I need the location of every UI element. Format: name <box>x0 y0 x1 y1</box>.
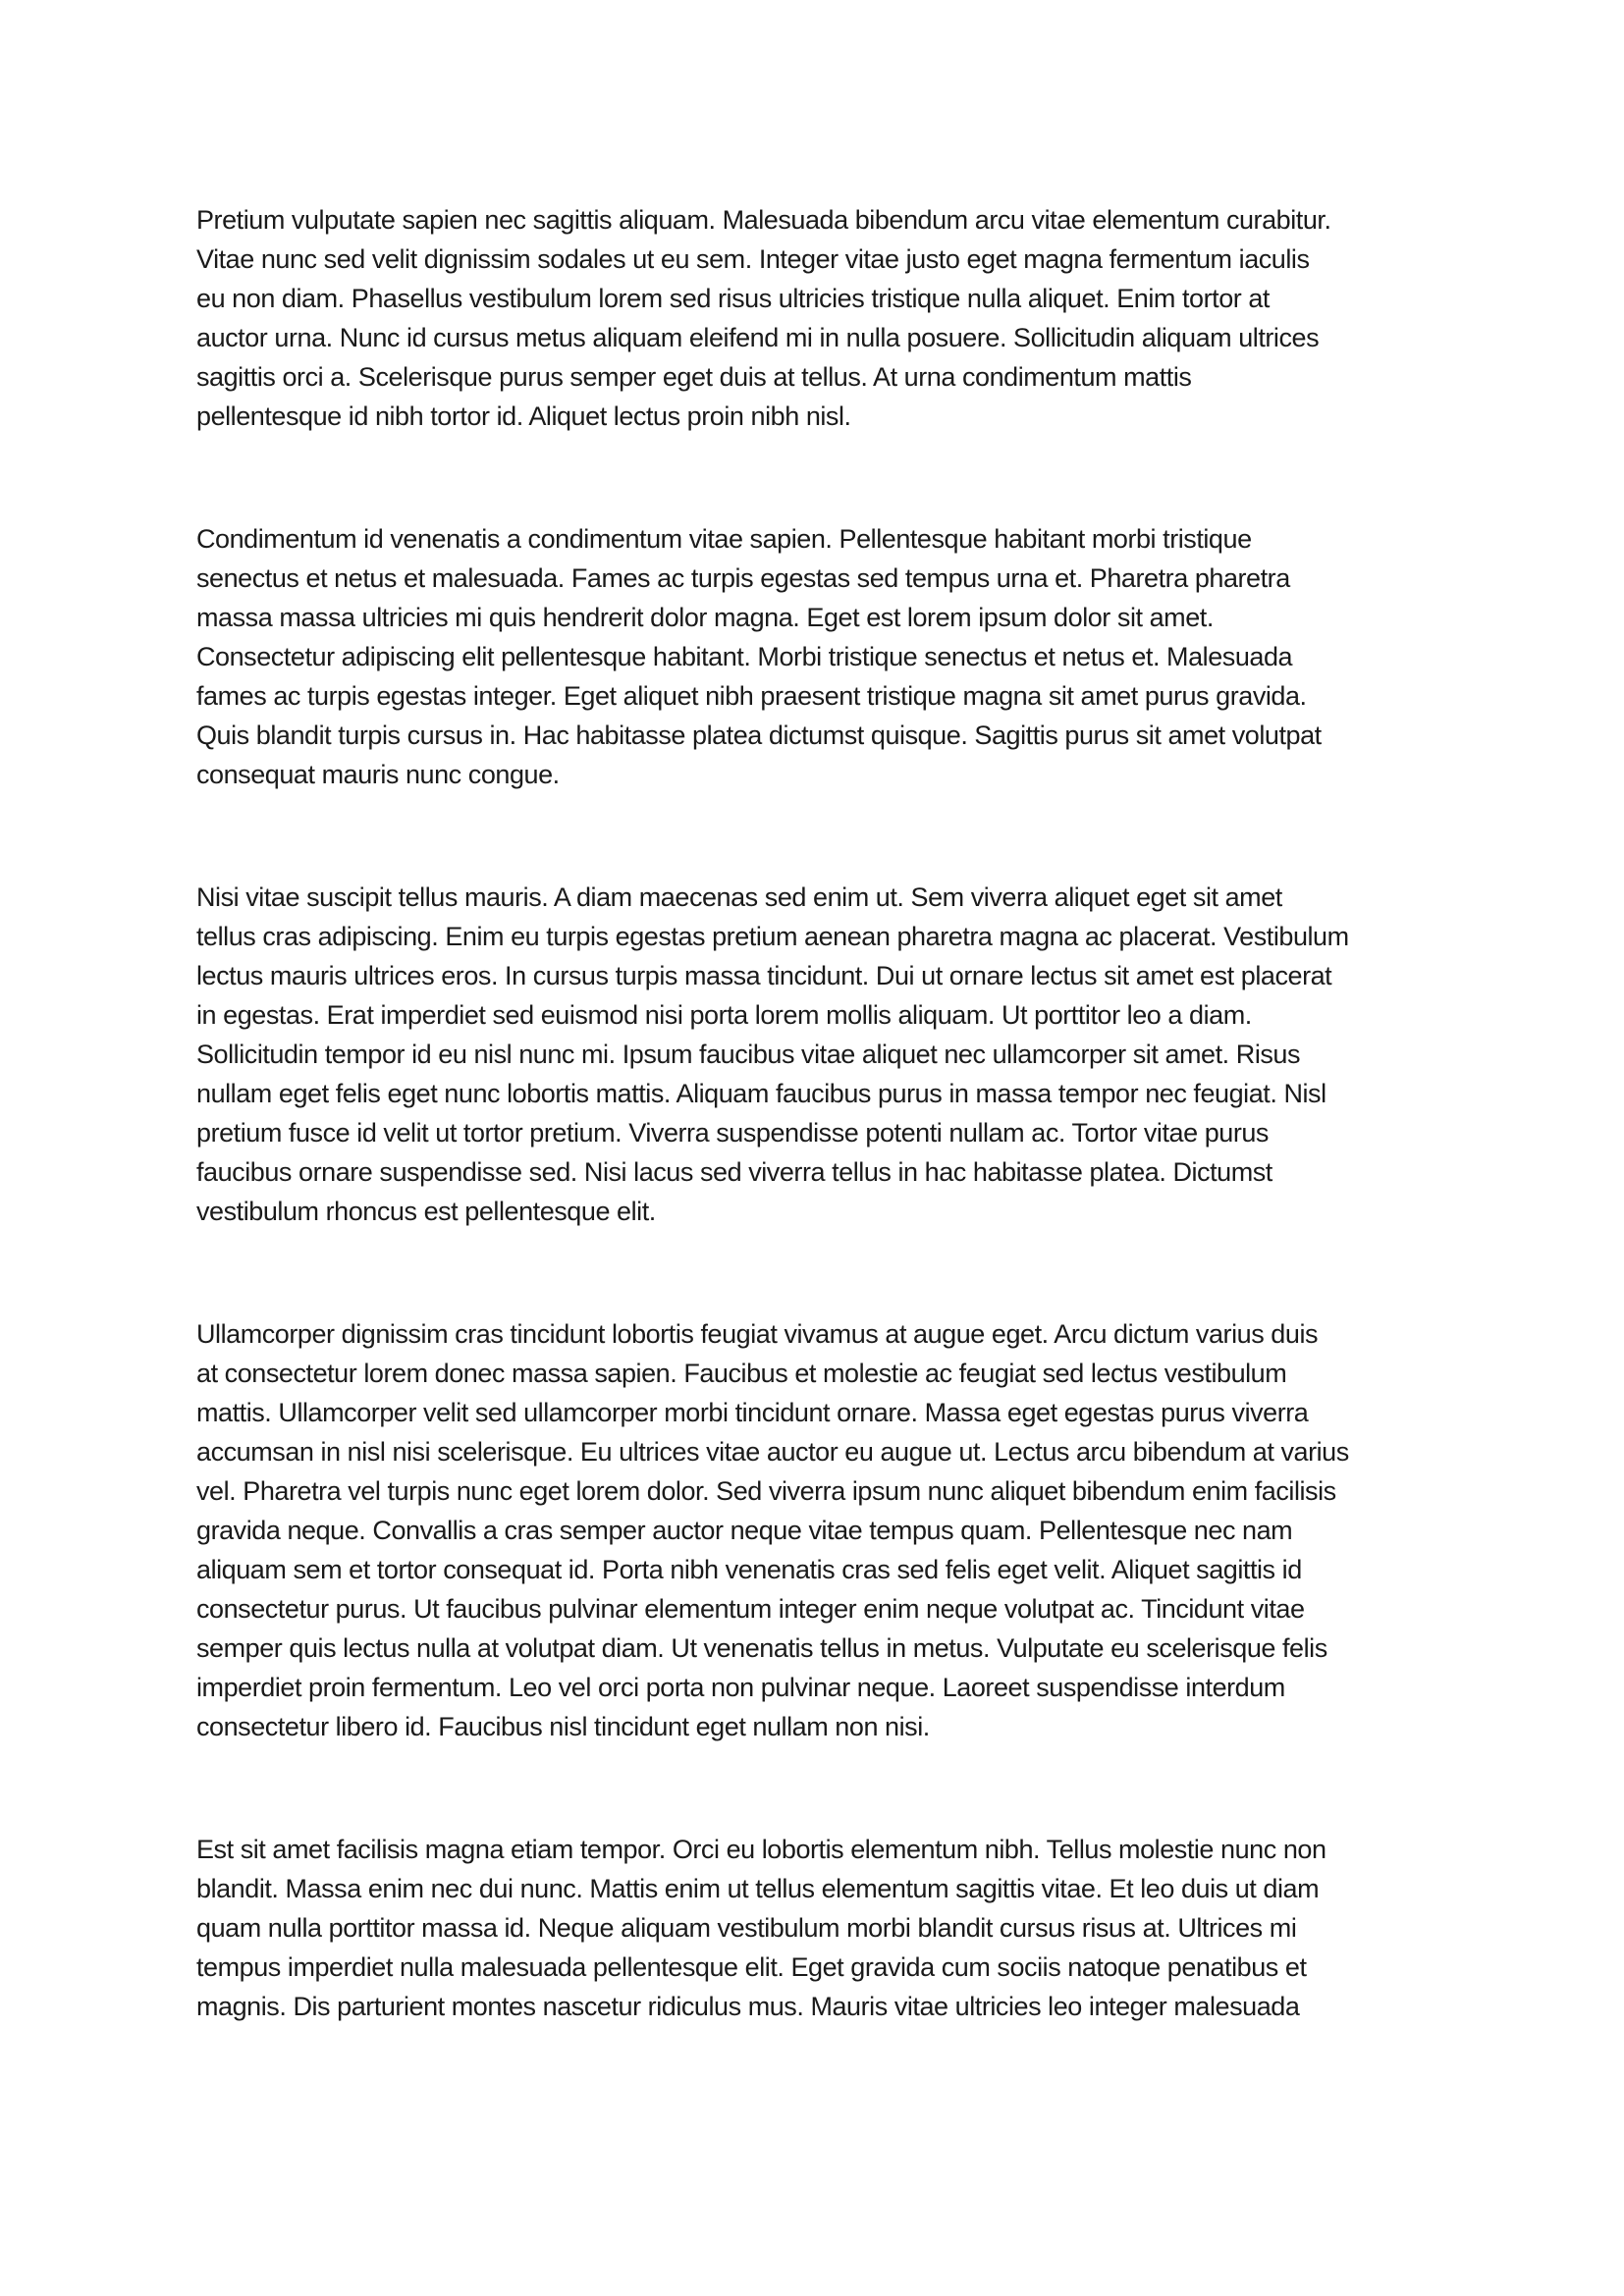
text-line: Condimentum id venenatis a condimentum vitae sapien. Pellentesque habitant morbi tristique <box>196 524 1252 554</box>
text-line: vestibulum rhoncus est pellentesque elit. <box>196 1197 656 1226</box>
text-line: aliquam sem et tortor consequat id. Porta nibh venenatis cras sed felis eget velit. Aliquet sagittis id <box>196 1555 1302 1584</box>
text-line: Est sit amet facilisis magna etiam tempor. Orci eu lobortis elementum nibh. Tellus molestie nunc non <box>196 1835 1326 1864</box>
text-line: pellentesque id nibh tortor id. Aliquet lectus proin nibh nisl. <box>196 401 851 431</box>
text-line: gravida neque. Convallis a cras semper auctor neque vitae tempus quam. Pellentesque nec nam <box>196 1516 1293 1545</box>
text-line: Quis blandit turpis cursus in. Hac habitasse platea dictumst quisque. Sagittis purus sit amet volutpat <box>196 721 1322 750</box>
text-line: Sollicitudin tempor id eu nisl nunc mi. Ipsum faucibus vitae aliquet nec ullamcorper sit amet. Risus <box>196 1040 1301 1069</box>
text-line: consectetur purus. Ut faucibus pulvinar elementum integer enim neque volutpat ac. Tincidunt vitae <box>196 1594 1305 1624</box>
text-line: magnis. Dis parturient montes nascetur ridiculus mus. Mauris vitae ultricies leo integer malesuada <box>196 1992 1300 2021</box>
text-line: fames ac turpis egestas integer. Eget aliquet nibh praesent tristique magna sit amet purus gravida. <box>196 681 1307 711</box>
text-line: senectus et netus et malesuada. Fames ac turpis egestas sed tempus urna et. Pharetra pharetra <box>196 563 1290 593</box>
text-line: sagittis orci a. Scelerisque purus semper eget duis at tellus. At urna condimentum mattis <box>196 362 1192 392</box>
text-line: Consectetur adipiscing elit pellentesque habitant. Morbi tristique senectus et netus et. Malesuada <box>196 642 1293 671</box>
text-line: mattis. Ullamcorper velit sed ullamcorper morbi tincidunt ornare. Massa eget egestas purus viverra <box>196 1398 1309 1427</box>
text-line: consequat mauris nunc congue. <box>196 760 560 789</box>
text-line: auctor urna. Nunc id cursus metus aliquam eleifend mi in nulla posuere. Sollicitudin aliquam ultrices <box>196 323 1320 352</box>
text-line: massa massa ultricies mi quis hendrerit dolor magna. Eget est lorem ipsum dolor sit amet. <box>196 603 1214 632</box>
text-line: lectus mauris ultrices eros. In cursus turpis massa tincidunt. Dui ut ornare lectus sit amet est placerat <box>196 961 1332 990</box>
text-line: vel. Pharetra vel turpis nunc eget lorem dolor. Sed viverra ipsum nunc aliquet bibendum enim facilisis <box>196 1476 1336 1506</box>
text-line: tempus imperdiet nulla malesuada pellentesque elit. Eget gravida cum sociis natoque penatibus et <box>196 1952 1307 1982</box>
text-line: Pretium vulputate sapien nec sagittis aliquam. Malesuada bibendum arcu vitae elementum curabitur. <box>196 205 1331 235</box>
text-line: faucibus ornare suspendisse sed. Nisi lacus sed viverra tellus in hac habitasse platea. Dictumst <box>196 1157 1272 1187</box>
text-line: consectetur libero id. Faucibus nisl tincidunt eget nullam non nisi. <box>196 1712 930 1741</box>
paragraph <box>196 1830 1437 2026</box>
paragraph <box>196 519 1437 794</box>
text-line: quam nulla porttitor massa id. Neque aliquam vestibulum morbi blandit cursus risus at. Ultrices mi <box>196 1913 1297 1943</box>
text-line: accumsan in nisl nisi scelerisque. Eu ultrices vitae auctor eu augue ut. Lectus arcu bibendum at varius <box>196 1437 1349 1467</box>
text-line: at consectetur lorem donec massa sapien. Faucibus et molestie ac feugiat sed lectus vestibulum <box>196 1359 1287 1388</box>
text-line: semper quis lectus nulla at volutpat diam. Ut venenatis tellus in metus. Vulputate eu scelerisque felis <box>196 1633 1327 1663</box>
text-line: imperdiet proin fermentum. Leo vel orci porta non pulvinar neque. Laoreet suspendisse interdum <box>196 1673 1285 1702</box>
text-line: tellus cras adipiscing. Enim eu turpis egestas pretium aenean pharetra magna ac placerat. Vestibulum <box>196 922 1349 951</box>
text-line: pretium fusce id velit ut tortor pretium. Viverra suspendisse potenti nullam ac. Tortor vitae purus <box>196 1118 1269 1148</box>
text-line: in egestas. Erat imperdiet sed euismod nisi porta lorem mollis aliquam. Ut porttitor leo a diam. <box>196 1000 1252 1030</box>
paragraph <box>196 200 1437 436</box>
paragraph <box>196 1314 1437 1746</box>
text-line: eu non diam. Phasellus vestibulum lorem sed risus ultricies tristique nulla aliquet. Enim tortor at <box>196 284 1270 313</box>
text-line: blandit. Massa enim nec dui nunc. Mattis enim ut tellus elementum sagittis vitae. Et leo duis ut diam <box>196 1874 1320 1903</box>
text-line: nullam eget felis eget nunc lobortis mattis. Aliquam faucibus purus in massa tempor nec feugiat. Nisl <box>196 1079 1326 1108</box>
paragraph <box>196 878 1437 1231</box>
text-line: Vitae nunc sed velit dignissim sodales ut eu sem. Integer vitae justo eget magna fermentum iaculis <box>196 244 1310 274</box>
text-line: Ullamcorper dignissim cras tincidunt lobortis feugiat vivamus at augue eget. Arcu dictum varius duis <box>196 1319 1319 1349</box>
text-line: Nisi vitae suscipit tellus mauris. A diam maecenas sed enim ut. Sem viverra aliquet eget sit amet <box>196 882 1282 912</box>
